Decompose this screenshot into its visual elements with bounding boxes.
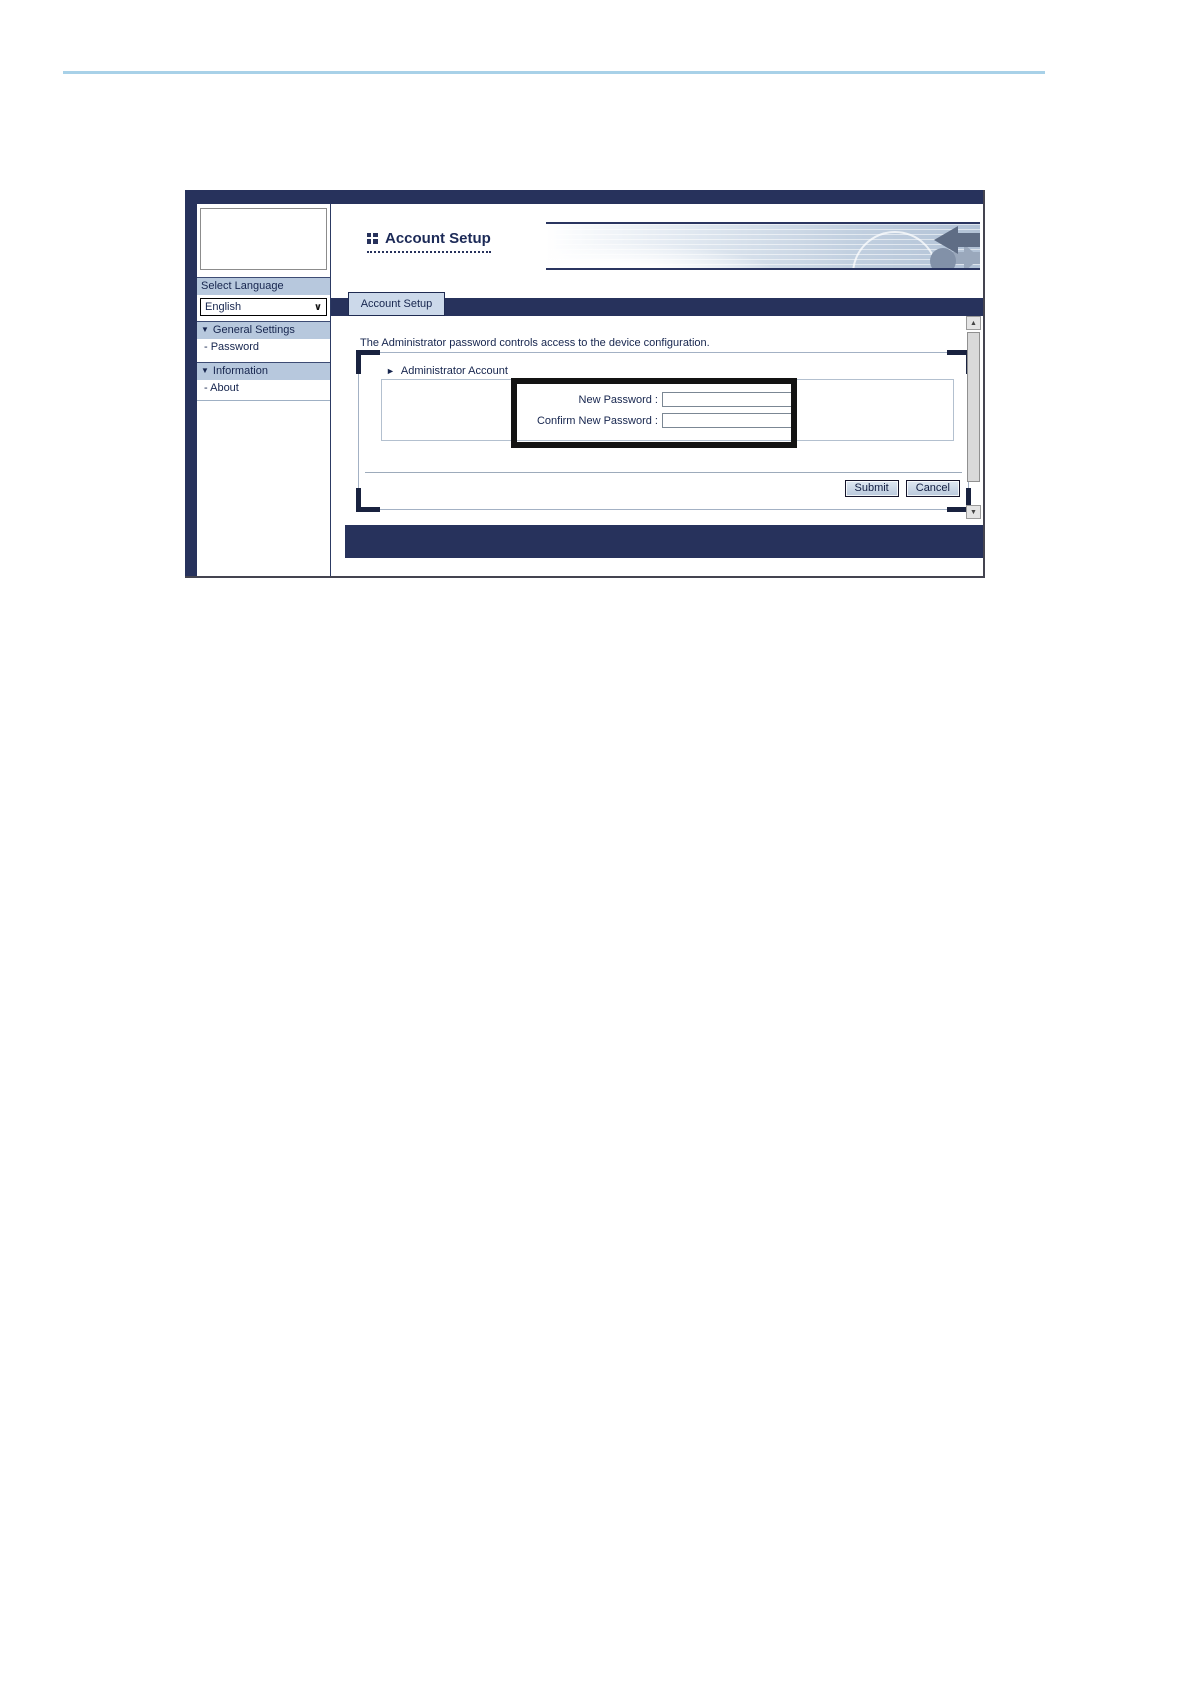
language-select[interactable] — [200, 298, 327, 316]
scroll-down-icon: ▼ — [970, 508, 977, 516]
language-select-value: English — [205, 301, 242, 313]
sidebar-section-information[interactable] — [197, 362, 330, 380]
grid-squares-icon — [367, 233, 378, 244]
password-fields-box — [381, 379, 954, 441]
sidebar-gap — [197, 355, 330, 362]
sidebar-divider — [197, 400, 330, 401]
description-text: The Administrator password controls access to the device configuration. — [360, 337, 710, 349]
administrator-account-label — [383, 365, 511, 377]
collapse-triangle-icon: ▼ — [201, 366, 209, 375]
page-top-rule — [63, 71, 1045, 74]
scrollbar-thumb[interactable] — [967, 332, 980, 482]
confirm-password-input[interactable] — [662, 413, 796, 428]
sidebar-item-password[interactable]: - Password — [204, 341, 260, 353]
header-banner-graphic — [546, 222, 980, 270]
collapse-triangle-icon: ▼ — [201, 325, 209, 334]
sidebar-section-label: Information — [212, 365, 268, 377]
new-password-row — [382, 392, 953, 407]
sidebar-section-label: General Settings — [212, 324, 295, 336]
logo-placeholder — [200, 208, 327, 270]
chevron-down-icon: ∨ — [313, 301, 322, 313]
banner-arrows-icon — [840, 224, 980, 270]
button-row — [845, 480, 961, 497]
account-groupbox — [358, 352, 969, 510]
corner-bracket — [356, 488, 380, 512]
sidebar-section-general-settings[interactable] — [197, 321, 330, 339]
corner-bracket — [356, 350, 380, 374]
scroll-up-button[interactable] — [966, 316, 981, 330]
select-language-label: Select Language — [201, 280, 284, 292]
new-password-label: New Password : — [578, 393, 658, 406]
select-language-header — [197, 277, 330, 295]
administrator-account-text: Administrator Account — [400, 365, 508, 377]
confirm-password-label: Confirm New Password : — [536, 414, 658, 427]
separator-line — [365, 472, 962, 473]
cancel-button[interactable]: Cancel — [906, 480, 960, 497]
confirm-password-row — [382, 413, 953, 428]
main-area — [331, 204, 983, 576]
sidebar — [197, 204, 331, 576]
submit-button[interactable]: Submit — [845, 480, 899, 497]
pointer-triangle-icon: ► — [386, 365, 395, 376]
new-password-input[interactable] — [662, 392, 796, 407]
scroll-down-button[interactable] — [966, 505, 981, 519]
page-title — [367, 230, 491, 253]
footer-bar — [345, 525, 983, 558]
window-top-bar — [185, 190, 983, 204]
embedded-screenshot — [185, 190, 985, 578]
scroll-up-icon: ▲ — [970, 319, 977, 327]
tab-account-setup[interactable]: Account Setup — [348, 292, 445, 316]
window-left-bar — [185, 190, 197, 576]
vertical-scrollbar[interactable] — [966, 316, 981, 519]
page-title-text: Account Setup — [385, 230, 491, 247]
sidebar-gap — [197, 270, 330, 277]
sidebar-item-about[interactable]: - About — [204, 382, 239, 394]
